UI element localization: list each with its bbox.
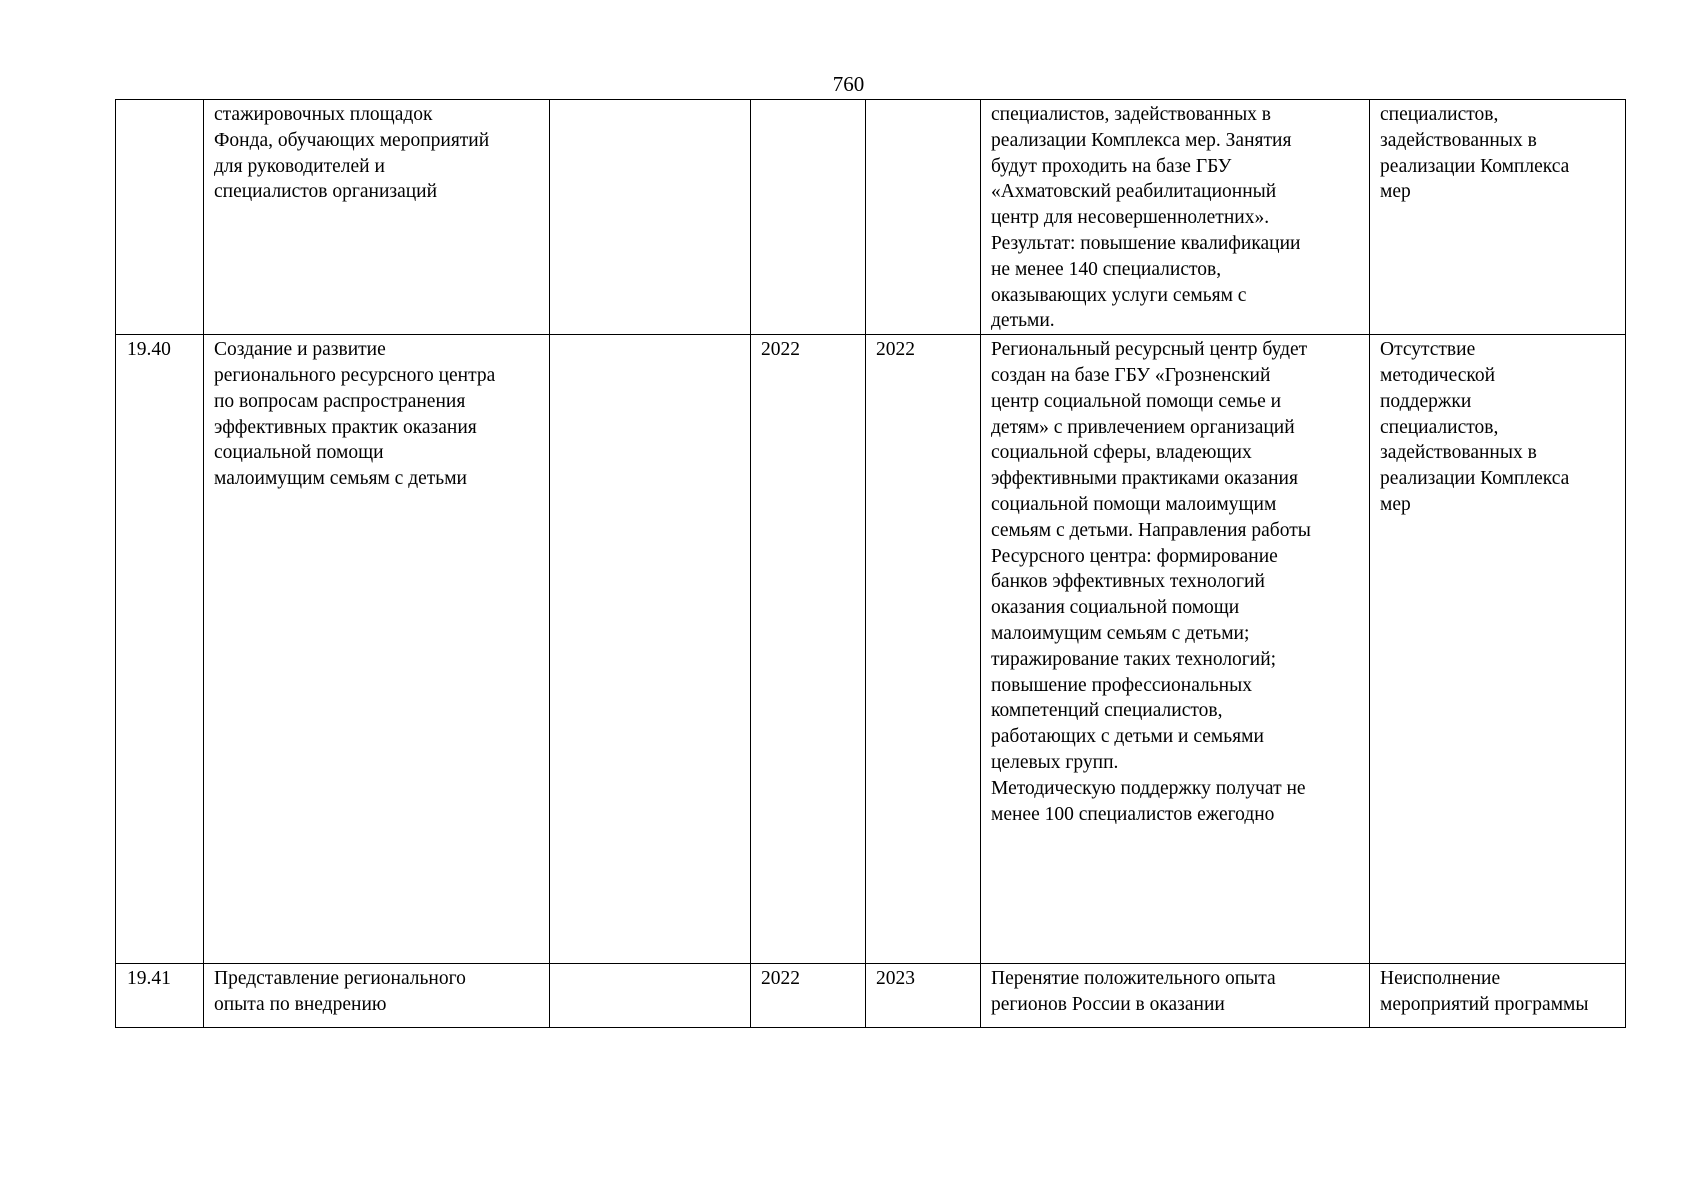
cell-text-line: реализации Комплекса xyxy=(1380,468,1570,490)
cell-text-line: детьми. xyxy=(991,310,1055,332)
cell-text-line: Неисполнение xyxy=(1380,968,1501,990)
cell-text-line: реализации Комплекса мер. Занятия xyxy=(991,129,1292,151)
cell-text-line: малоимущим семьям с детьми xyxy=(214,468,467,490)
cell-text-line: социальной помощи xyxy=(214,442,384,464)
cell-text-line: для руководителей и xyxy=(214,155,385,177)
cell-text-line: задействованных в xyxy=(1380,129,1537,151)
cell-text-line: мер xyxy=(1380,181,1411,203)
cell-text-line: повышение профессиональных xyxy=(991,674,1252,696)
cell-text-line: тиражирование таких технологий; xyxy=(991,648,1277,670)
table-row xyxy=(116,964,1626,1028)
cell-text-line: реализации Комплекса xyxy=(1380,155,1570,177)
cell-text-line: менее 100 специалистов ежегодно xyxy=(991,803,1275,825)
cell-text-line: компетенций специалистов, xyxy=(991,700,1223,722)
cell-text-line: Представление регионального xyxy=(214,968,466,990)
item-number-cell xyxy=(116,335,204,964)
cell-text-line: детям» с привлечением организаций xyxy=(991,416,1295,438)
risk-cell xyxy=(1370,100,1626,335)
cell-text-line: малоимущим семьям с детьми; xyxy=(991,622,1250,644)
page-number: 760 xyxy=(832,72,865,96)
cell-text-line: регионов России в оказании xyxy=(991,993,1225,1015)
cell-text-line: Фонда, обучающих мероприятий xyxy=(214,129,490,151)
cell-text-line: Создание и развитие xyxy=(214,339,386,361)
cell-text-line: специалистов, задействованных в xyxy=(991,104,1272,125)
cell-text-line: социальной сферы, владеющих xyxy=(991,442,1252,464)
cell-text-line: целевых групп. xyxy=(991,751,1119,773)
measure-name-cell xyxy=(204,100,550,335)
cell-text: 19.41 xyxy=(127,968,171,990)
executor-cell xyxy=(550,100,751,335)
cell-text-line: эффективных практик оказания xyxy=(214,416,477,438)
expected-result-cell xyxy=(981,335,1370,964)
end-year-cell xyxy=(866,335,981,964)
cell-text-line: по вопросам распространения xyxy=(214,390,466,412)
expected-result-cell xyxy=(981,964,1370,1028)
cell-text-line: оказывающих услуги семьям с xyxy=(991,284,1247,306)
cell-text-line: эффективными практиками оказания xyxy=(991,468,1298,490)
table-row xyxy=(116,335,1626,964)
start-year-cell xyxy=(751,100,866,335)
cell-text-line: методической xyxy=(1380,364,1496,386)
cell-text: 2023 xyxy=(876,968,915,990)
measures-table xyxy=(115,99,1626,1028)
cell-text-line: опыта по внедрению xyxy=(214,993,387,1015)
measure-name-cell xyxy=(204,964,550,1028)
cell-text-line: мер xyxy=(1380,493,1411,515)
cell-text-line: Результат: повышение квалификации xyxy=(991,232,1301,254)
cell-text: 2022 xyxy=(761,339,800,361)
executor-cell xyxy=(550,964,751,1028)
executor-cell xyxy=(550,335,751,964)
item-number-cell xyxy=(116,964,204,1028)
end-year-cell xyxy=(866,964,981,1028)
cell-text-line: Ресурсного центра: формирование xyxy=(991,545,1278,567)
end-year-cell xyxy=(866,100,981,335)
cell-text-line: центр для несовершеннолетних». xyxy=(991,207,1270,229)
cell-text-line: центр социальной помощи семье и xyxy=(991,390,1282,412)
cell-text-line: не менее 140 специалистов, xyxy=(991,258,1222,280)
cell-text-line: будут проходить на базе ГБУ xyxy=(991,155,1232,177)
measure-name-cell xyxy=(204,335,550,964)
cell-text-line: социальной помощи малоимущим xyxy=(991,493,1277,515)
cell-text-line: Методическую поддержку получат не xyxy=(991,777,1306,799)
cell-text-line: семьям с детьми. Направления работы xyxy=(991,519,1311,541)
cell-text: 19.40 xyxy=(127,339,171,361)
cell-text-line: стажировочных площадок xyxy=(214,104,433,125)
cell-text-line: мероприятий программы xyxy=(1380,993,1589,1015)
risk-cell xyxy=(1370,335,1626,964)
risk-cell xyxy=(1370,964,1626,1028)
cell-text: 2022 xyxy=(761,968,800,990)
cell-text-line: банков эффективных технологий xyxy=(991,571,1265,593)
cell-text-line: регионального ресурсного центра xyxy=(214,364,496,386)
cell-text-line: поддержки xyxy=(1380,390,1472,412)
item-number-cell xyxy=(116,100,204,335)
cell-text-line: Отсутствие xyxy=(1380,339,1476,361)
cell-text-line: задействованных в xyxy=(1380,442,1537,464)
start-year-cell xyxy=(751,335,866,964)
expected-result-cell xyxy=(981,100,1370,335)
cell-text-line: оказания социальной помощи xyxy=(991,597,1240,619)
start-year-cell xyxy=(751,964,866,1028)
cell-text: 2022 xyxy=(876,339,915,361)
table-row xyxy=(116,100,1626,335)
cell-text-line: работающих с детьми и семьями xyxy=(991,726,1264,748)
cell-text-line: специалистов организаций xyxy=(214,181,438,203)
cell-text-line: создан на базе ГБУ «Грозненский xyxy=(991,364,1271,386)
cell-text-line: Перенятие положительного опыта xyxy=(991,968,1276,990)
cell-text-line: «Ахматовский реабилитационный xyxy=(991,181,1277,203)
cell-text-line: Региональный ресурсный центр будет xyxy=(991,339,1308,361)
cell-text-line: специалистов, xyxy=(1380,104,1499,125)
cell-text-line: специалистов, xyxy=(1380,416,1499,438)
